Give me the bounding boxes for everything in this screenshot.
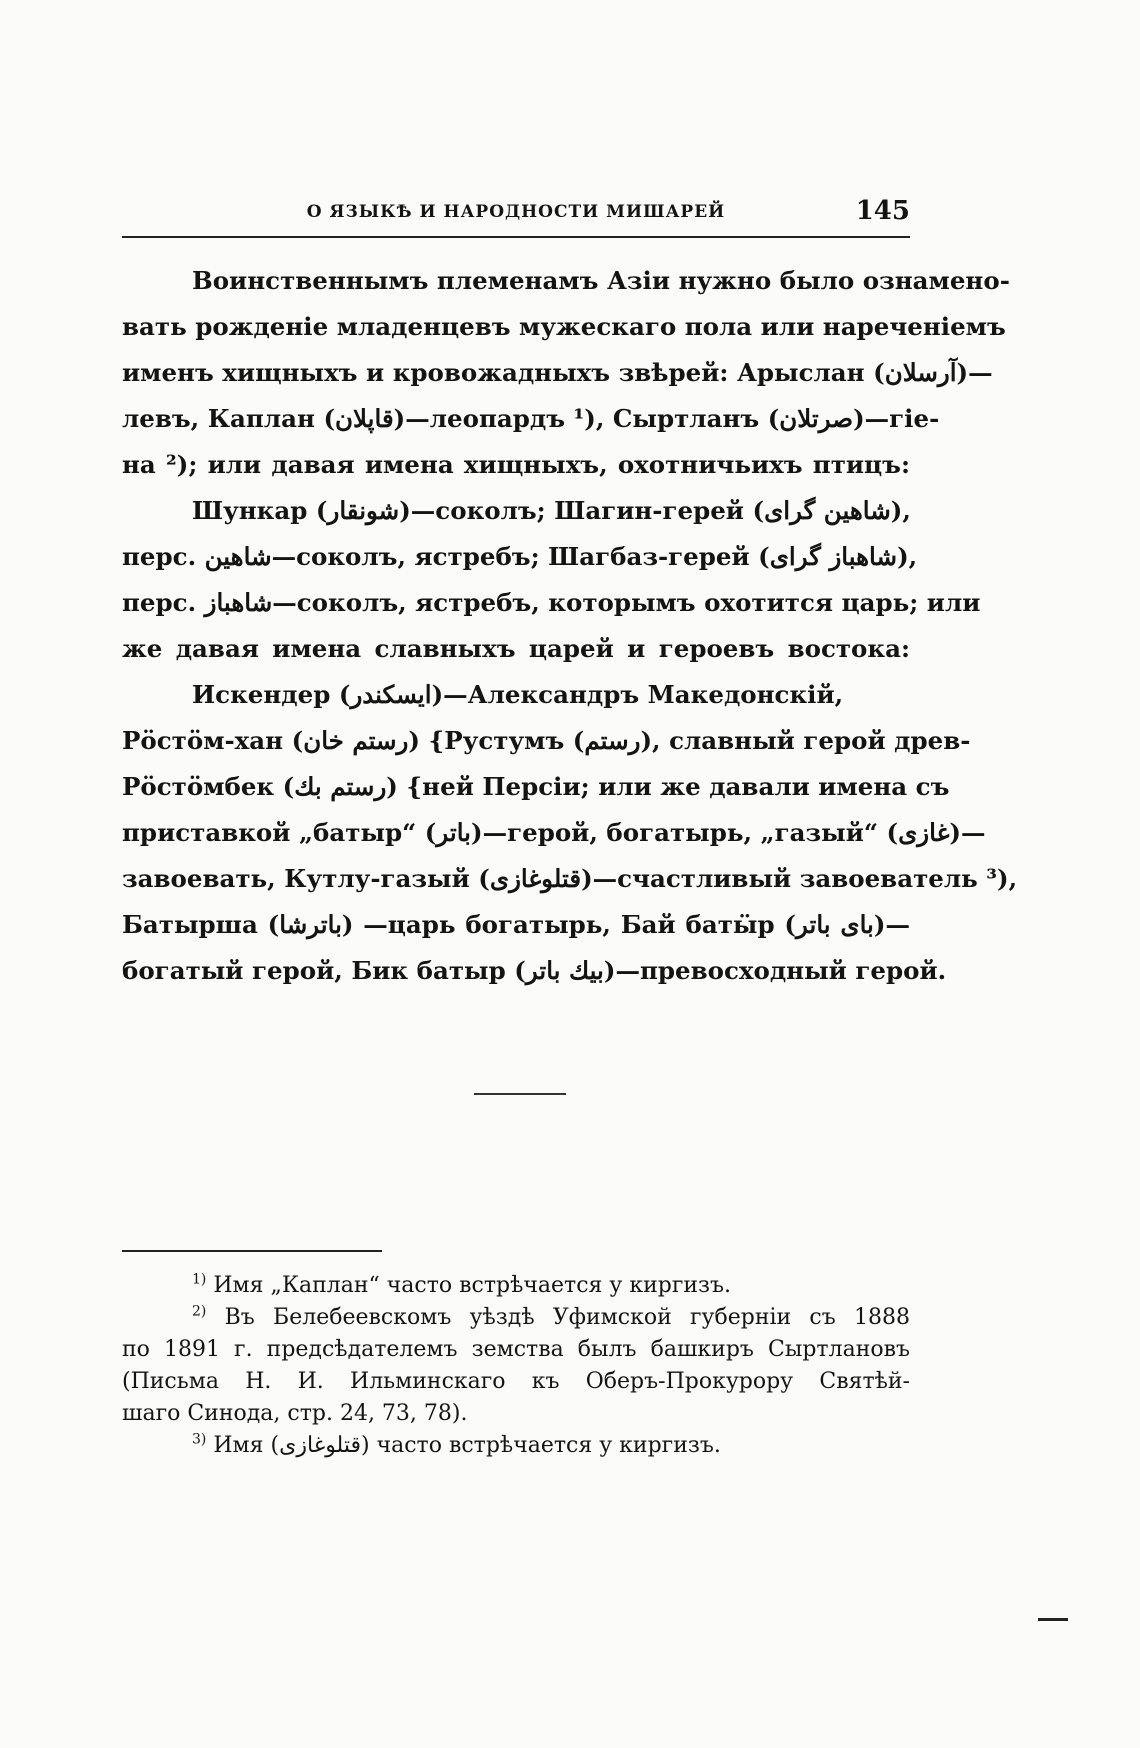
text-line: Искендер (ايسكندر)—Александръ Македонскій, [192, 680, 844, 709]
footnote-mark: 3) [192, 1431, 207, 1448]
text-line: именъ хищныхъ и кровожадныхъ звѣрей: Арыслан (آرسلان)— [122, 358, 993, 387]
text-line: левъ, Каплан (قاپلان)—леопардъ ¹), Сыртланъ (صرتلان)—гіе- [122, 404, 940, 433]
footnote-text: шаго Синода, стр. 24, 73, 78). [122, 1401, 468, 1426]
footnote-text: (Письма Н. И. Ильминскаго къ Оберъ-Прокурору Святѣй- [122, 1369, 910, 1394]
footnotes [122, 1270, 910, 1462]
margin-dash [1038, 1618, 1068, 1621]
page-number: 145 [855, 196, 910, 226]
page-header [122, 196, 910, 238]
text-line: вать рожденіе младенцевъ мужескаго пола или нареченіемъ [122, 312, 1006, 341]
footnote-3 [122, 1430, 910, 1462]
footnote-text: по 1891 г. предсѣдателемъ земства былъ башкиръ Сыртлановъ [122, 1337, 910, 1362]
footnote-text: Имя (قتلوغازی) часто встрѣчается у киргизъ. [213, 1433, 721, 1458]
text-line: Воинственнымъ племенамъ Азіи нужно было ознамено- [192, 266, 1010, 295]
footnote-2 [122, 1302, 910, 1430]
text-line: Рӧстӧмбек (رستم بك) {ней Персіи; или же давали имена съ [122, 772, 950, 801]
footnote-1 [122, 1270, 910, 1302]
footnote-text: Имя „Каплан“ часто встрѣчается у киргизъ. [213, 1273, 732, 1298]
text-line: перс. شاهين—соколъ, ястребъ; Шагбаз-герей (شاهباز گرای), [122, 542, 918, 571]
text-line: завоевать, Кутлу-газый (قتلوغازی)—счастливый завоеватель ³), [122, 864, 1018, 893]
text-line: богатый герой, Бик батыр (بيك باتر)—превосходный герой. [122, 956, 947, 985]
footnote-text: Въ Белебеевскомъ уѣздѣ Уфимской губерніи съ 1888 [224, 1305, 910, 1330]
text-line: Рӧстӧм-хан (رستم خان) {Рустумъ (رستم), славный герой древ- [122, 726, 971, 755]
body-text [122, 258, 1018, 994]
footnote-mark: 2) [192, 1303, 207, 1320]
text-line: Шункар (شونقار)—соколъ; Шагин-герей (شاهين گرای), [192, 496, 911, 525]
section-separator [474, 1093, 566, 1095]
text-line: приставкой „батыр“ (باتر)—герой, богатырь, „газый“ (غازی)— [122, 818, 986, 847]
footnote-rule [122, 1250, 382, 1252]
text-line: перс. شاهباز—соколъ, ястребъ, которымъ охотится царь; или [122, 588, 981, 617]
running-head: О ЯЗЫКѢ И НАРОДНОСТИ МИШАРЕЙ [306, 202, 726, 222]
text-line: на ²); или давая имена хищныхъ, охотничьихъ птицъ: [122, 450, 910, 479]
footnote-mark: 1) [192, 1271, 207, 1288]
text-line: же давая имена славныхъ царей и героевъ востока: [122, 634, 910, 663]
text-line: Батырша (باترشا) —царь богатырь, Бай батӹр (بای باتر)— [122, 910, 910, 939]
